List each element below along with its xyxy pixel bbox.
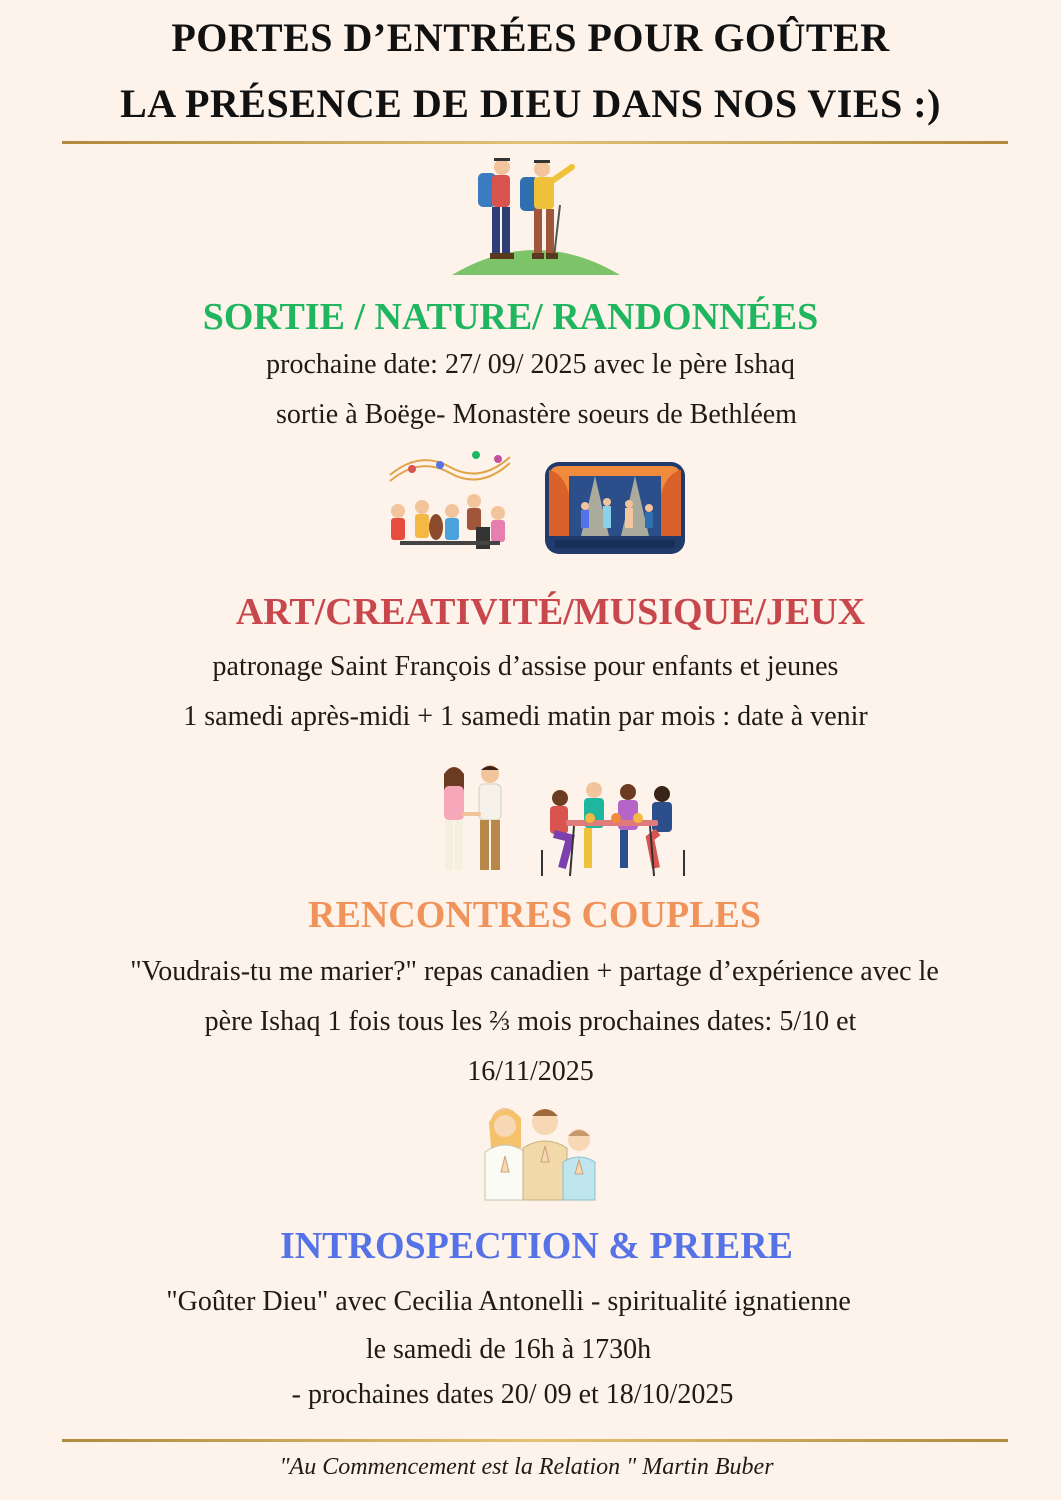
section-prayer-line-2: le samedi de 16h à 1730h bbox=[365, 1334, 652, 1365]
section-art-line-2: 1 samedi après-midi + 1 samedi matin par mois : date à venir bbox=[183, 701, 868, 732]
group-dinner-illustration bbox=[540, 780, 688, 878]
bottom-divider bbox=[62, 1439, 1008, 1442]
section-nature-line-2: sortie à Boëge- Monastère soeurs de Bethléem bbox=[276, 399, 797, 430]
section-heading-art: ART/CREATIVITÉ/MUSIQUE/JEUX bbox=[235, 591, 866, 633]
section-couples-line-3: 16/11/2025 bbox=[467, 1056, 594, 1087]
section-nature-line-1: prochaine date: 27/ 09/ 2025 avec le père Ishaq bbox=[266, 349, 795, 380]
hikers-illustration bbox=[450, 155, 622, 277]
family-prayer-illustration bbox=[477, 1100, 603, 1202]
top-divider bbox=[62, 141, 1008, 144]
section-heading-prayer: INTROSPECTION & PRIERE bbox=[279, 1225, 794, 1267]
title-line-1: PORTES D’ENTRÉES POUR GOÛTER bbox=[171, 15, 890, 60]
section-art-line-1: patronage Saint François d’assise pour enfants et jeunes bbox=[212, 651, 839, 682]
footer-quote: "Au Commencement est la Relation " Martin Buber bbox=[279, 1454, 774, 1480]
section-heading-nature: SORTIE / NATURE/ RANDONNÉES bbox=[202, 296, 819, 338]
section-heading-couples: RENCONTRES COUPLES bbox=[308, 894, 761, 936]
music-band-illustration bbox=[380, 445, 515, 555]
title-line-2: LA PRÉSENCE DE DIEU DANS NOS VIES :) bbox=[120, 81, 941, 126]
theater-stage-illustration bbox=[545, 462, 685, 554]
section-prayer-line-3: - prochaines dates 20/ 09 et 18/10/2025 bbox=[291, 1379, 734, 1410]
section-couples-line-2: père Ishaq 1 fois tous les ⅔ mois prochaines dates: 5/10 et bbox=[204, 1006, 857, 1037]
section-prayer-line-1: "Goûter Dieu" avec Cecilia Antonelli - spiritualité ignatienne bbox=[166, 1286, 851, 1317]
section-couples-line-1: "Voudrais-tu me marier?" repas canadien + partage d’expérience avec le bbox=[130, 956, 939, 987]
couple-illustration bbox=[432, 762, 514, 878]
